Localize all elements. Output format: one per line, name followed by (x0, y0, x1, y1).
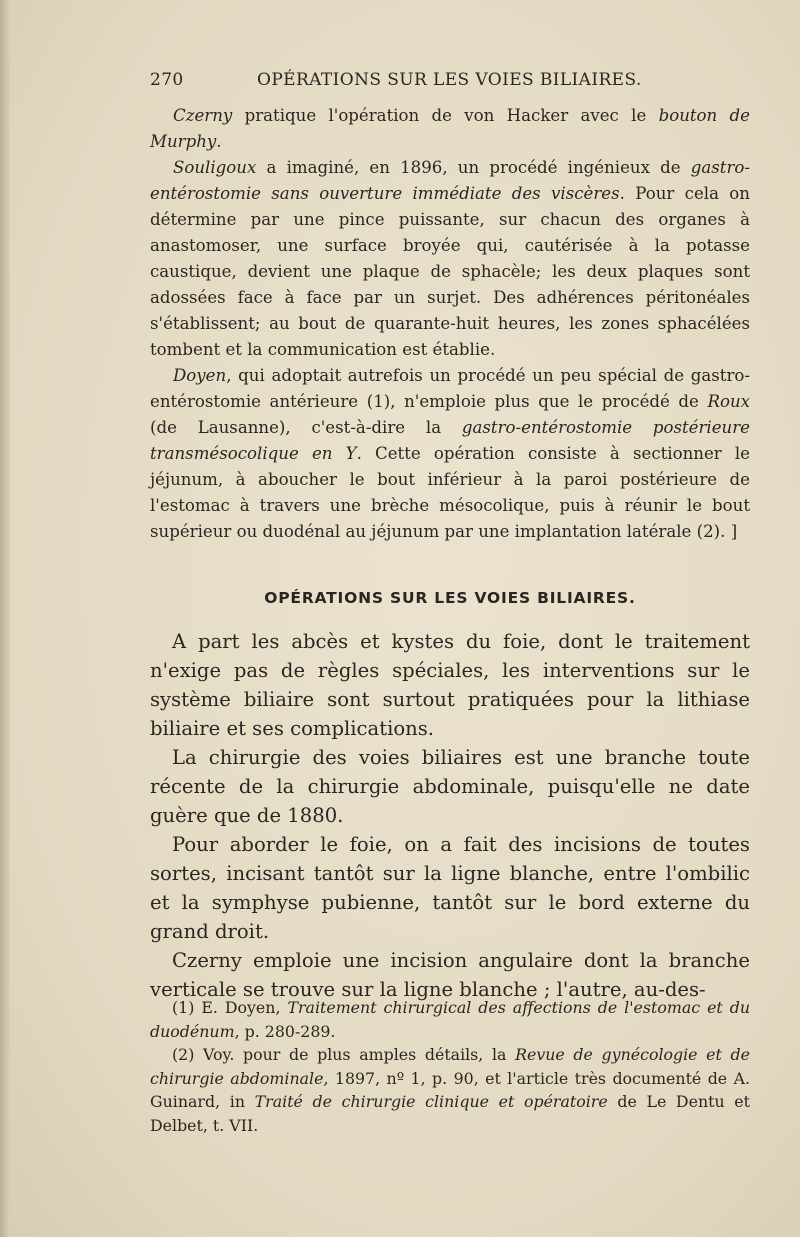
author-name: Souligoux (173, 158, 257, 177)
text-span: , 1897, nº 1, p. 90, et l'article très documenté de A. Guinard, in (150, 1068, 750, 1111)
author-name: Czerny (173, 106, 233, 125)
italic-term: bouton de Murphy (150, 106, 750, 151)
italic-title: Traité de chirurgie clinique et opératoire (254, 1092, 608, 1111)
text-span: de Le Dentu et Delbet, t. VII. (150, 1092, 750, 1135)
paragraph-czerny (150, 103, 750, 155)
italic-title: Traitement chirurgical des affections de l'estomac et du duodénum (150, 998, 751, 1041)
author-name: Doyen (173, 366, 227, 385)
italic-term: gastro-entérostomie sans ouverture immédiate des viscères (150, 158, 750, 203)
footnote-2 (150, 1043, 750, 1137)
text-span: a imaginé, en 1896, un procédé ingénieux de (256, 158, 691, 177)
footnotes (150, 996, 750, 1137)
text-span: . (216, 132, 222, 151)
paragraph-doyen (150, 363, 750, 545)
italic-title: Revue de gynécologie et de chirurgie abdominale (150, 1045, 750, 1088)
running-title: OPÉRATIONS SUR LES VOIES BILIAIRES. (257, 70, 642, 90)
section-body (150, 627, 750, 1004)
text-span: , qui adoptait autrefois un procédé un peu spécial de gastro-entérostomie antérieure (1), n'emploie plus que le procédé de (150, 366, 750, 411)
paragraph-souligoux (150, 155, 750, 363)
body-paragraph: Pour aborder le foie, on a fait des incisions de toutes sortes, incisant tantôt sur la ligne blanche, entre l'ombilic et la symphyse pubienne, tantôt sur le bord externe du grand droit. (150, 833, 750, 943)
italic-term: gastro-entérostomie postérieure transmésocolique en Y (150, 418, 750, 463)
section-heading: OPÉRATIONS SUR LES VOIES BILIAIRES. (264, 589, 636, 607)
text-span: (1) E. Doyen, (172, 998, 288, 1017)
text-span: . Cette opération consiste à sectionner le jéjunum, à aboucher le bout inférieur à la paroi postérieure de l'estomac à travers une brèche mésocolique, puis à réunir le bout supérieur ou duodénal au jéjunum par une implantation latérale (2). ] (150, 444, 751, 541)
author-name: Roux (707, 392, 750, 411)
footnote-1 (150, 996, 750, 1043)
body-paragraph: A part les abcès et kystes du foie, dont le traitement n'exige pas de règles spéciales, les interventions sur le système biliaire sont surtout pratiquées pour la lithiase biliaire et ses complications. (150, 630, 750, 740)
body-paragraph: Czerny emploie une incision angulaire dont la branche verticale se trouve sur la ligne blanche ; l'autre, au-des- (150, 949, 750, 1001)
text-span: . Pour cela on détermine par une pince puissante, sur chacun des organes à anastomoser, une surface broyée qui, cautérisée à la potasse caustique, devient une plaque de sphacèle; les deux plaques sont adossées face à face par un surjet. Des adhérences péritonéales s'établissent; au bout de quarante-huit heures, les zones sphacélées tombent et la communication est établie. (150, 184, 750, 359)
page-number: 270 (150, 70, 184, 90)
text-span: (de Lausanne), c'est-à-dire la (150, 418, 462, 437)
preceding-text (150, 103, 750, 545)
text-span: , p. 280-289. (234, 1021, 336, 1041)
text-span: (2) Voy. pour de plus amples détails, la (172, 1045, 516, 1064)
text-span: pratique l'opération de von Hacker avec le (232, 106, 659, 125)
page-edge-shadow (0, 0, 10, 1237)
body-paragraph: La chirurgie des voies biliaires est une branche toute récente de la chirurgie abdominale, puisqu'elle ne date guère que de 1880. (150, 746, 750, 827)
